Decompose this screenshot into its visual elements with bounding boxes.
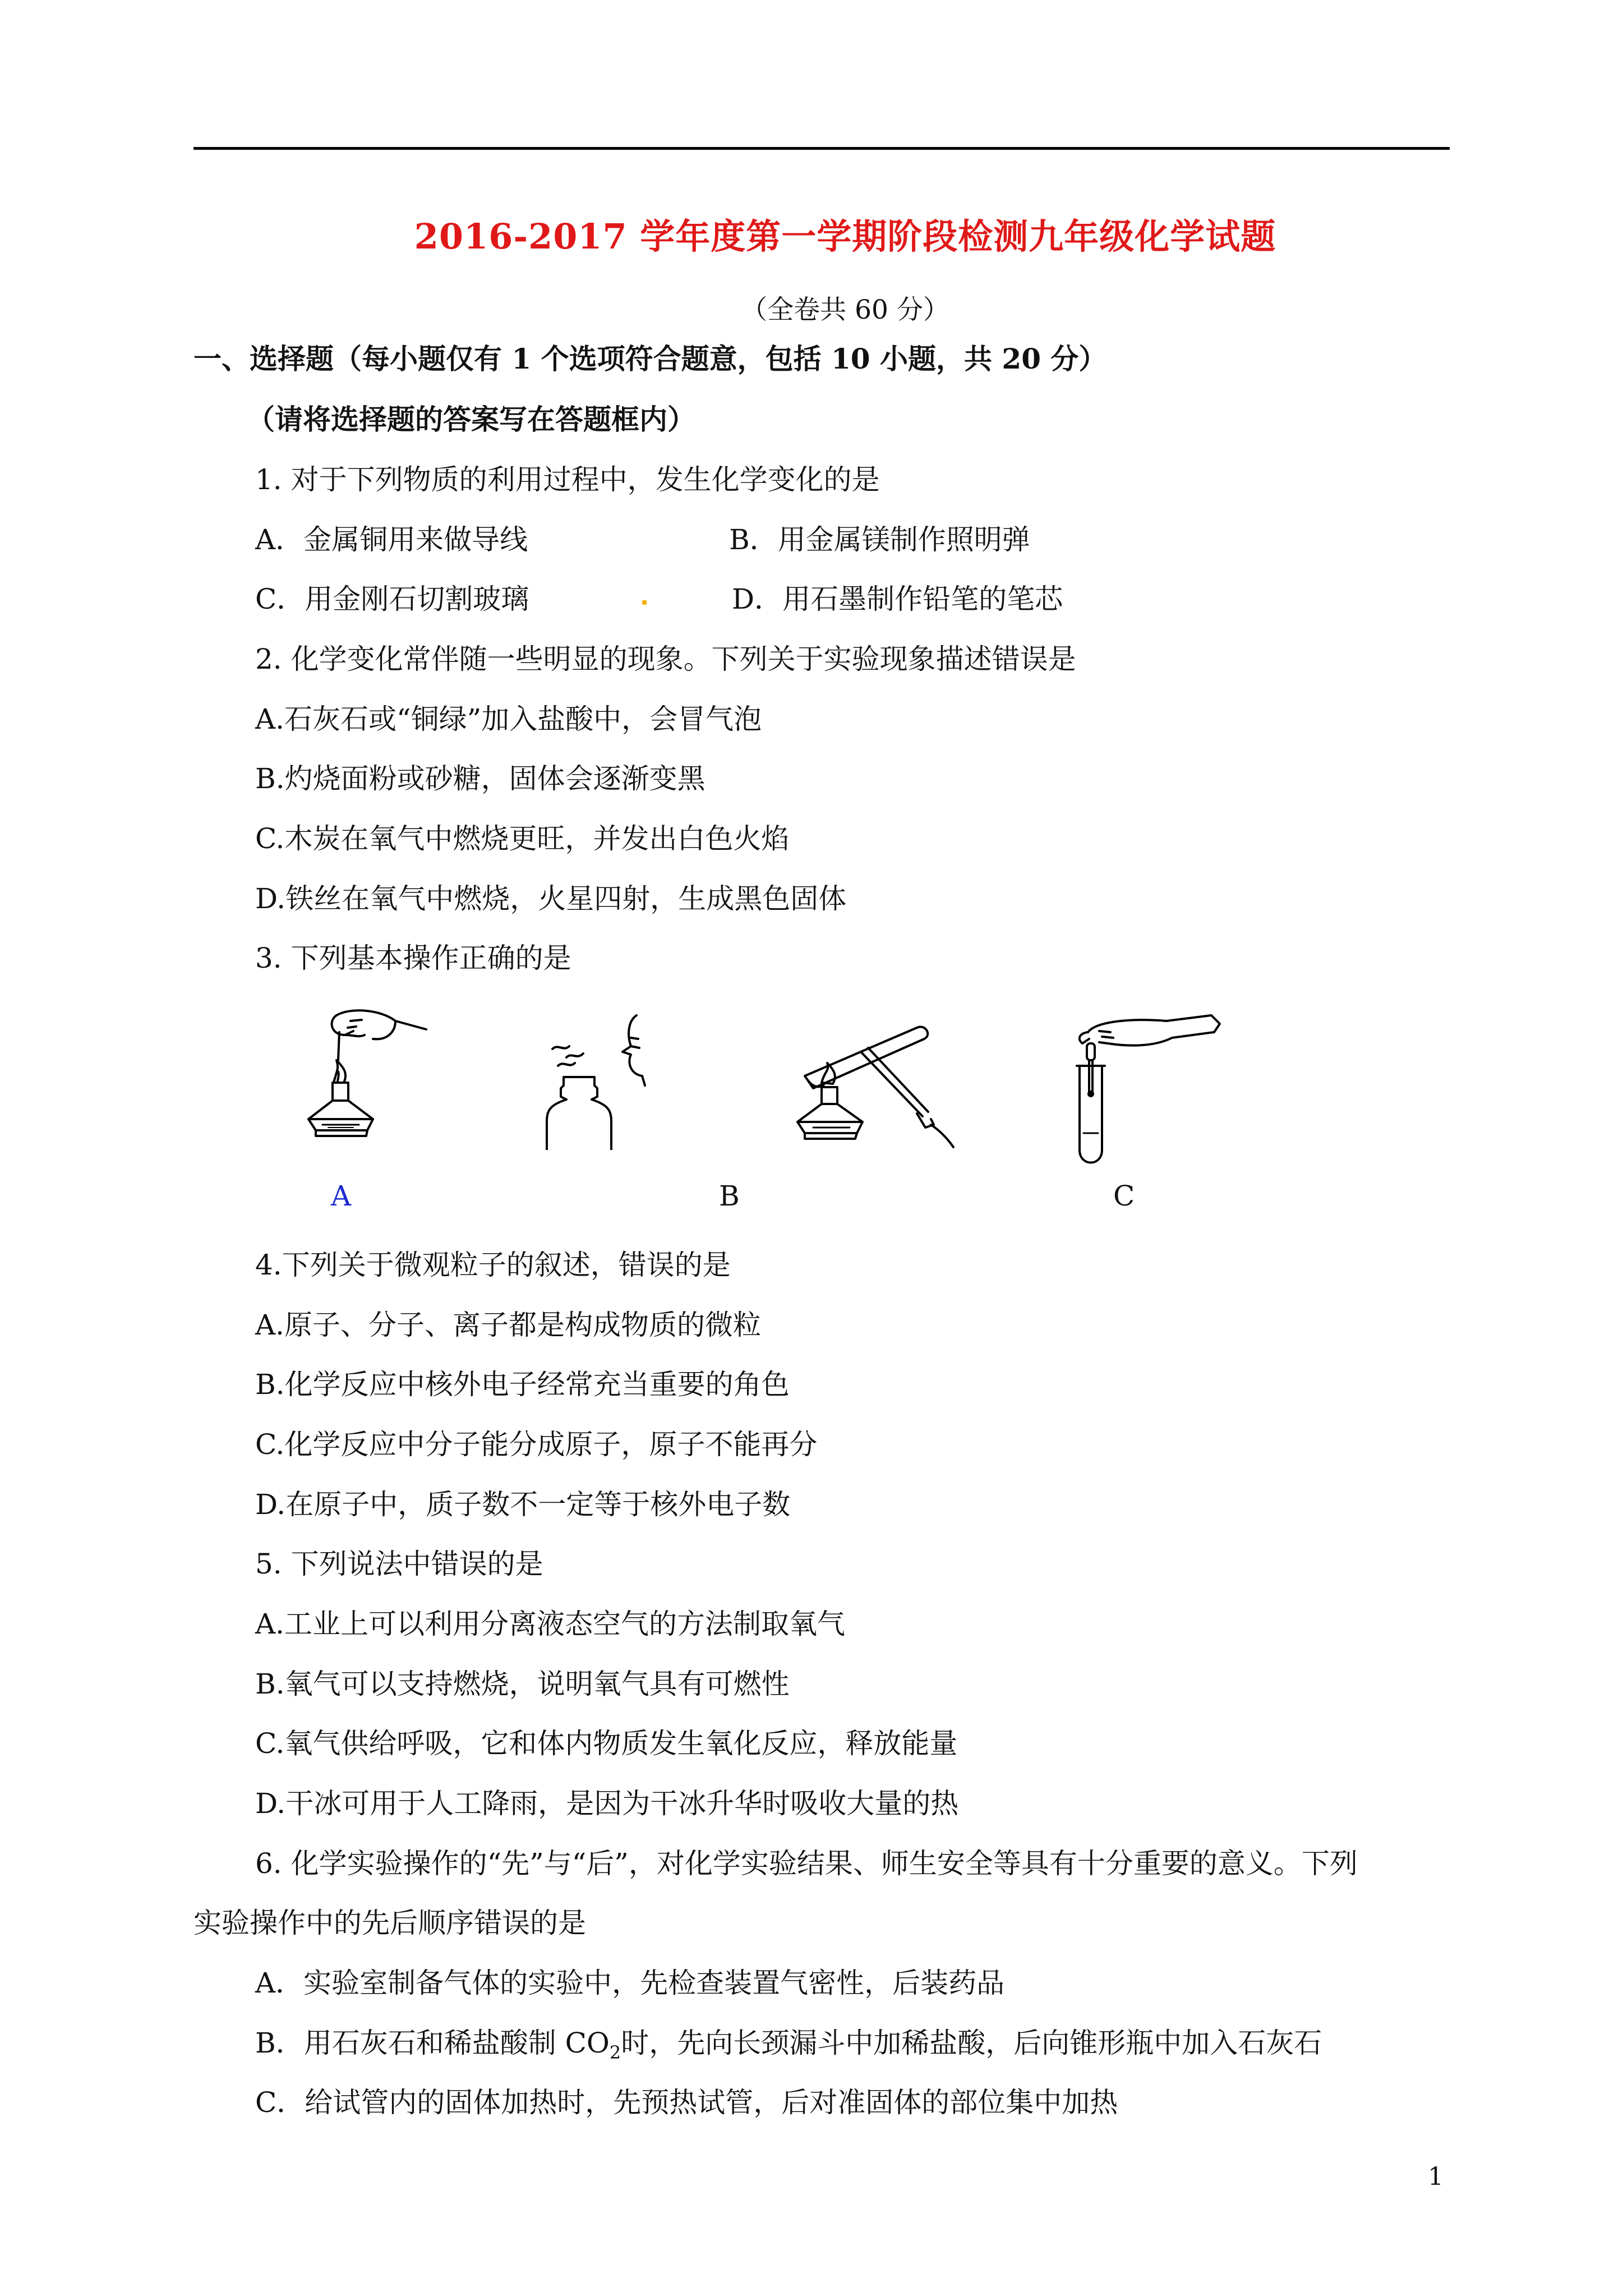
q1-stem: 1. 对于下列物质的利用过程中，发生化学变化的是 [255,463,880,496]
q4-option-a: A.原子、分子、离子都是构成物质的微粒 [255,1309,762,1341]
q6-option-b-post: 时，先向长颈漏斗中加稀盐酸，后向锥形瓶中加入石灰石 [621,2027,1322,2059]
q6-option-b-subscript: 2 [609,2042,621,2063]
q2-option-c: C.木炭在氧气中燃烧更旺，并发出白色火焰 [255,822,790,855]
header-rule [193,147,1450,150]
q3-stem: 3. 下列基本操作正确的是 [255,942,571,974]
q1-option-b: B．用金属镁制作照明弹 [729,523,1030,556]
figure-b-gas-jar [538,1004,684,1150]
q6-option-a: A．实验室制备气体的实验中，先检查装置气密性，后装药品 [255,1967,1005,1999]
q2-option-b: B.灼烧面粉或砂糖，固体会逐渐变黑 [255,762,706,795]
page-number: 1 [1428,2162,1444,2191]
figure-label-a: A [331,1180,352,1212]
q5-option-d: D.干冰可用于人工降雨，是因为干冰升华时吸收大量的热 [255,1787,959,1820]
exam-title: 2016-2017 学年度第一学期阶段检测九年级化学试题 [414,216,1276,257]
q2-stem: 2. 化学变化常伴随一些明显的现象。下列关于实验现象描述错误是 [255,643,1076,675]
section-note: （请将选择题的答案写在答题框内） [247,403,695,436]
figure-heating-test-tube [774,1004,959,1172]
q5-option-a: A.工业上可以利用分离液态空气的方法制取氧气 [255,1608,846,1640]
q5-option-b: B.氧气可以支持燃烧，说明氧气具有可燃性 [255,1668,790,1700]
q4-option-b: B.化学反应中核外电子经常充当重要的角色 [255,1368,790,1401]
q2-option-d: D.铁丝在氧气中燃烧，火星四射，生成黑色固体 [255,882,847,915]
figure-c-dropper [1054,999,1234,1167]
q1-option-d: D．用石墨制作铅笔的笔芯 [732,583,1063,615]
q5-stem: 5. 下列说法中错误的是 [255,1548,543,1580]
q6-stem-line1: 6. 化学实验操作的“先”与“后”，对化学实验结果、师生安全等具有十分重要的意义。下列 [255,1847,1358,1880]
figure-label-b: B [719,1180,740,1212]
figure-label-c: C [1113,1180,1135,1212]
section-heading: 一、选择题（每小题仅有 1 个选项符合题意，包括 10 小题，共 20 分） [193,342,1107,375]
stray-mark [642,600,647,605]
figure-a-alcohol-lamp [283,1004,451,1172]
q4-stem: 4.下列关于微观粒子的叙述，错误的是 [255,1249,731,1281]
q4-option-d: D.在原子中，质子数不一定等于核外电子数 [255,1488,791,1521]
q1-option-a: A．金属铜用来做导线 [255,523,528,556]
exam-subtitle: （全卷共 60 分） [741,295,949,325]
q6-option-c: C．给试管内的固体加热时，先预热试管，后对准固体的部位集中加热 [255,2086,1118,2119]
q6-option-b-pre: B．用石灰石和稀盐酸制 CO [255,2027,610,2059]
q5-option-c: C.氧气供给呼吸，它和体内物质发生氧化反应，释放能量 [255,1727,958,1760]
q6-stem-line2: 实验操作中的先后顺序错误的是 [193,1907,586,1939]
q4-option-c: C.化学反应中分子能分成原子，原子不能再分 [255,1428,818,1461]
q6-option-b [255,2026,1322,2069]
q1-option-c: C．用金刚石切割玻璃 [255,583,529,615]
q2-option-a: A.石灰石或“铜绿”加入盐酸中，会冒气泡 [255,703,762,735]
